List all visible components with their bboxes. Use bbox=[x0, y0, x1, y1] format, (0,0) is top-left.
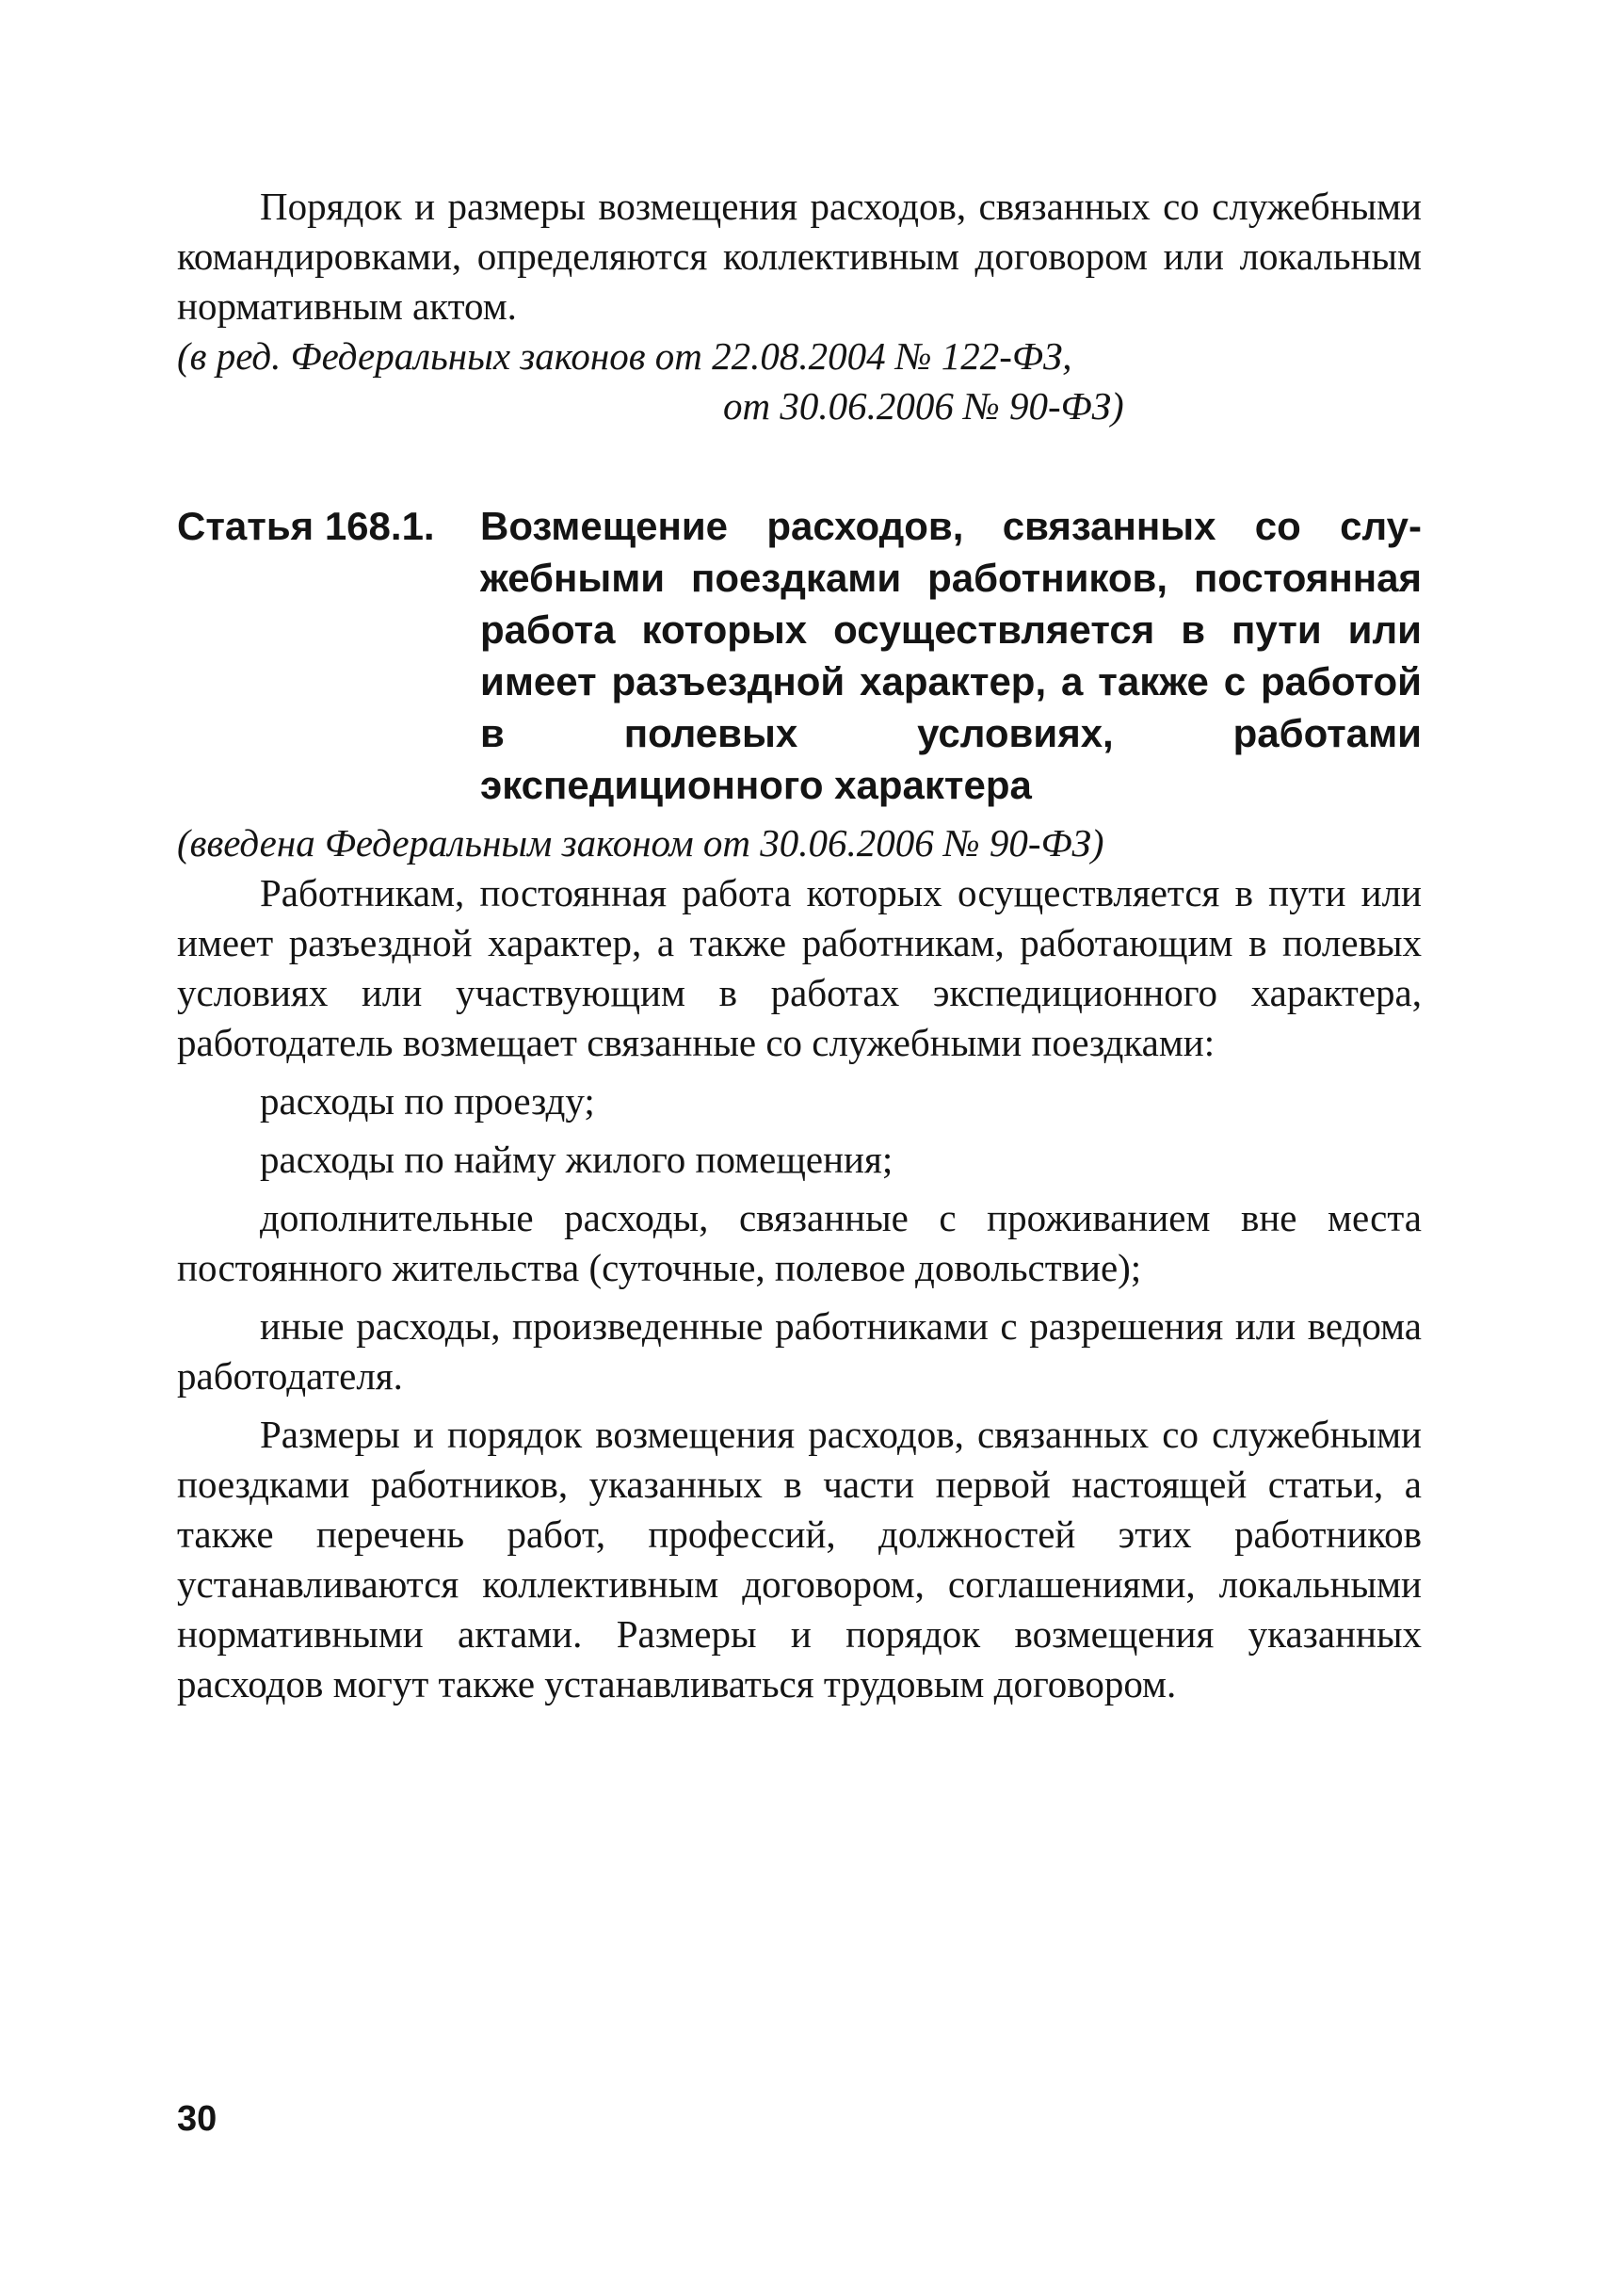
page-content bbox=[177, 182, 1422, 1709]
article-introduced-note: (введена Федеральным законом от 30.06.2006 № 90-ФЗ) bbox=[177, 821, 1104, 865]
list-item: дополнительные расходы, связанные с проживанием вне места постоянного жительства (суточные, полевое довольствие); bbox=[177, 1196, 1422, 1289]
intro-paragraph: Порядок и размеры возмещения расходов, связанных со служебными командировками, определяются коллективным договором или локальным нормативным актом. bbox=[177, 185, 1422, 328]
intro-amendment-line2: от 30.06.2006 № 90-ФЗ) bbox=[723, 384, 1124, 428]
article-lead-paragraph: Работникам, постоянная работа которых осуществляется в пути или имеет разъездной характер, а также работникам, работающим в полевых условиях или участвующим в работах экспедиционного характера, работодатель возмещает связанные со служебными поездками: bbox=[177, 871, 1422, 1064]
list-item: расходы по проезду; bbox=[260, 1079, 595, 1123]
list-item: иные расходы, произведенные работниками с разрешения или ведома работодателя. bbox=[177, 1304, 1422, 1398]
intro-amendment-line1: (в ред. Федеральных законов от 22.08.2004 № 122-ФЗ, bbox=[177, 334, 1072, 378]
article-title: Возмещение расходов, связанных со служебными поездками работников, постоянная работа которых осуществляется в пути или имеет разъездной характер, а также с работой в полевых условиях, работами экспедиционного характера bbox=[480, 504, 1422, 807]
article-closing-paragraph: Размеры и порядок возмещения расходов, связанных со служебными поездками работников, указанных в части первой настоящей статьи, а также перечень работ, профессий, должностей этих работников устанавливаются коллективным договором, соглашениями, локальными нормативными актами. Размеры и порядок возмещения указанных расходов могут также устанавливаться трудовым договором. bbox=[177, 1413, 1422, 1706]
article-number: Статья 168.1. bbox=[177, 504, 435, 548]
article-heading bbox=[177, 500, 1422, 811]
list-item: расходы по найму жилого помещения; bbox=[260, 1138, 894, 1181]
page-number: 30 bbox=[177, 2099, 217, 2139]
